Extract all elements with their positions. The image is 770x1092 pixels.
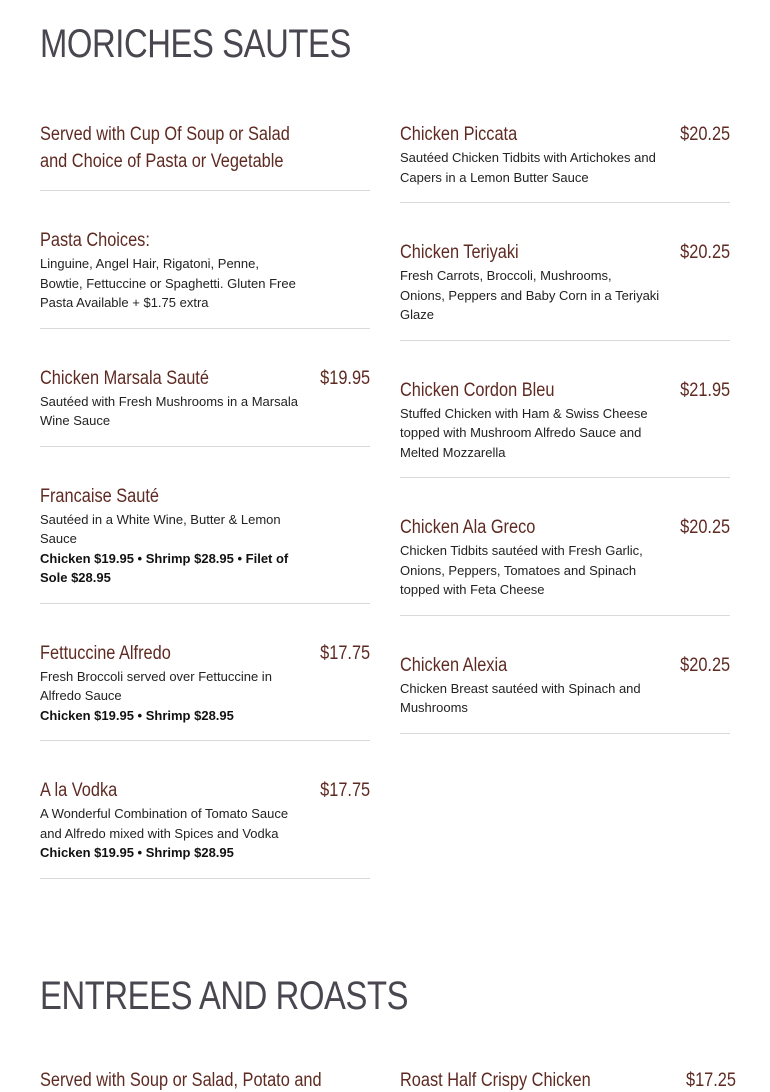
item-name: Pasta Choices:	[40, 230, 150, 251]
item-description: Sautéed with Fresh Mushrooms in a Marsala Wine Sauce	[40, 393, 298, 428]
menu-item	[40, 365, 370, 447]
item-description: A Wonderful Combination of Tomato Sauce and Alfredo mixed with Spices and Vodka	[40, 806, 289, 841]
item-price: $19.95	[320, 367, 370, 389]
menu-column-right	[400, 121, 730, 734]
cutoff-item-name-left: Served with Soup or Salad, Potato and	[40, 1070, 322, 1091]
section-title-entrees-and-roasts: ENTREES AND ROASTS	[40, 974, 409, 1018]
item-description: Linguine, Angel Hair, Rigatoni, Penne, Bowtie, Fettuccine or Spaghetti. Gluten Free Pasta Available + $1.75 extra	[40, 256, 296, 310]
menu-item	[40, 640, 370, 742]
menu-item	[400, 377, 730, 479]
item-name: Chicken Teriyaki	[400, 242, 519, 263]
item-description: Fresh Broccoli served over Fettuccine in Alfredo Sauce	[40, 668, 272, 703]
item-price-options: Chicken $19.95 • Shrimp $28.95	[40, 845, 234, 860]
section-title-moriches-sautes: MORICHES SAUTES	[40, 22, 351, 66]
menu-item	[40, 121, 370, 191]
item-name: Chicken Ala Greco	[400, 517, 536, 538]
item-price-options: Chicken $19.95 • Shrimp $28.95 • Filet of Sole $28.95	[40, 550, 289, 585]
item-name: Chicken Piccata	[400, 124, 518, 145]
item-name: Chicken Marsala Sauté	[40, 367, 209, 389]
item-description: Fresh Carrots, Broccoli, Mushrooms, Onions, Peppers and Baby Corn in a Teriyaki Glaze	[400, 268, 660, 322]
menu-item	[40, 227, 370, 329]
menu-column-left	[40, 121, 370, 879]
cutoff-item-name-right: Roast Half Crispy Chicken	[400, 1070, 591, 1091]
item-description: Stuffed Chicken with Ham & Swiss Cheese topped with Mushroom Alfredo Sauce and Melted Mozzarella	[400, 405, 648, 460]
item-price: $20.25	[680, 654, 730, 676]
item-price: $20.25	[680, 517, 730, 538]
menu-note-heading: Served with Cup Of Soup or Salad and Choice of Pasta or Vegetable	[40, 124, 290, 172]
item-name: A la Vodka	[40, 780, 118, 801]
item-name: Fettuccine Alfredo	[40, 642, 171, 664]
item-description: Sautéed Chicken Tidbits with Artichokes and Capers in a Lemon Butter Sauce	[400, 150, 656, 185]
item-price: $21.95	[680, 379, 730, 401]
item-name: Francaise Sauté	[40, 485, 159, 507]
item-description: Sautéed in a White Wine, Butter & Lemon Sauce	[40, 511, 281, 546]
item-price: $17.75	[320, 780, 370, 801]
item-price: $17.75	[320, 642, 370, 664]
menu-item	[400, 652, 730, 734]
item-name: Chicken Cordon Bleu	[400, 379, 555, 401]
item-price: $20.25	[680, 124, 730, 145]
menu-item	[40, 777, 370, 879]
item-name: Chicken Alexia	[400, 654, 508, 676]
menu-item	[400, 121, 730, 203]
menu-item	[40, 483, 370, 604]
item-price: $20.25	[680, 242, 730, 263]
item-price-options: Chicken $19.95 • Shrimp $28.95	[40, 707, 234, 723]
item-description: Chicken Tidbits sautéed with Fresh Garlic, Onions, Peppers, Tomatoes and Spinach topped with Feta Cheese	[400, 543, 643, 597]
menu-item	[400, 514, 730, 616]
item-description: Chicken Breast sautéed with Spinach and Mushrooms	[400, 680, 641, 715]
menu-item	[400, 239, 730, 341]
cutoff-item-price-right: $17.25	[686, 1070, 736, 1091]
